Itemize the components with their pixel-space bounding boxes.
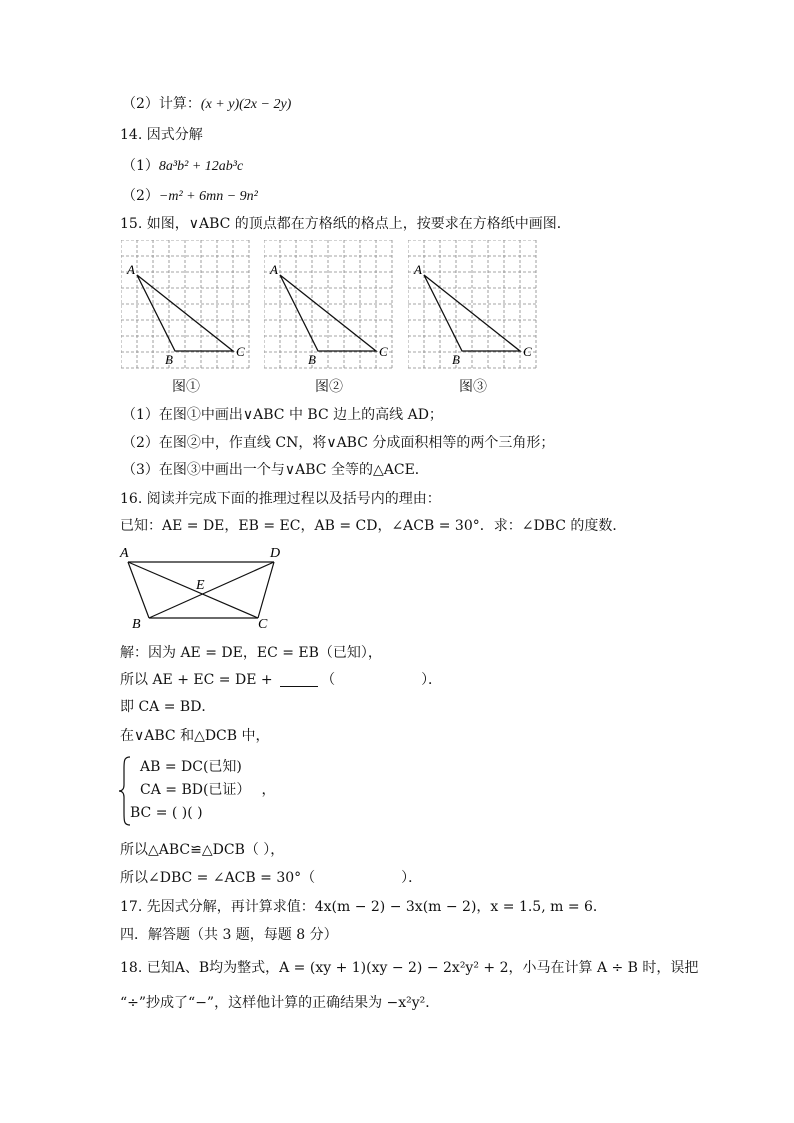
solution-line-4: 在∨ABC 和△DCB 中， [120,728,270,744]
label-c: C [379,344,388,359]
q14-1: （1）8a³b² + 12ab³c [122,158,244,174]
system-line-3: BC = ( )( ) [130,805,203,821]
section-4-heading: 四．解答题（共 3 题，每题 8 分） [120,927,338,943]
grid-figure-2 [264,240,394,372]
q16-title: 16. 阅读并完成下面的推理过程以及括号内的理由： [120,491,441,507]
q15-2: （2）在图②中，作直线 CN，将∨ABC 分成面积相等的两个三角形； [122,435,555,451]
q15-1: （1）在图①中画出∨ABC 中 BC 边上的高线 AD； [122,407,443,423]
system-line-2: CA = BD(已证） ， [140,782,276,798]
caption-figure-2: 图② [315,379,343,395]
q13-2: （2）计算：(x + y)(2x − 2y) [122,96,292,112]
grid-figure-3 [408,240,538,372]
label-b: B [308,352,316,367]
label-d: D [270,546,281,561]
caption-figure-3: 图③ [459,379,487,395]
solution-line-2: 所以 AE + EC = DE + （ ）． [120,672,443,688]
q17: 17. 先因式分解，再计算求值：4x(m − 2) − 3x(m − 2)，x = 1.5, m = 6． [120,899,607,915]
label-c: C [523,344,532,359]
q15-title: 15. 如图，∨ABC 的顶点都在方格纸的格点上，按要求在方格纸中画图． [120,216,571,232]
label-a: A [127,262,135,277]
system-line-1: AB = DC(已知) [140,759,242,775]
q14-2: （2）−m² + 6mn − 9n² [122,188,258,204]
label-e: E [196,578,205,593]
q14-title: 14. 因式分解 [120,127,203,143]
q15-3: （3）在图③中画出一个与∨ABC 全等的△ACE． [122,462,429,478]
q18-line-1: 18. 已知A、B均为整式，A = (xy + 1)(xy − 2) − 2x²y² + 2，小马在计算 A ÷ B 时，误把 [120,960,699,976]
q18-line-2: “÷”抄成了“−”，这样他计算的正确结果为 −x²y²． [120,995,440,1011]
solution-line-1: 解：因为 AE = DE，EC = EB（已知）， [120,645,382,661]
solution-line-5: 所以△ABC≌△DCB（ ）， [120,842,285,858]
label-b: B [132,617,141,632]
label-a: A [270,262,278,277]
label-b: B [452,352,460,367]
label-b: B [165,352,173,367]
grid-figure-1 [121,240,251,372]
answer-blank[interactable] [280,672,318,687]
label-c: C [258,617,268,632]
figure-q16 [116,542,292,634]
caption-figure-1: 图① [172,379,200,395]
label-a: A [120,546,129,561]
label-a: A [414,262,422,277]
solution-line-6: 所以∠DBC = ∠ACB = 30°（ ）． [120,870,423,886]
q16-given: 已知：AE = DE，EB = EC，AB = CD，∠ACB = 30°．求：∠DBC 的度数． [120,518,627,534]
solution-line-3: 即 CA = BD． [120,699,216,715]
label-c: C [236,344,245,359]
